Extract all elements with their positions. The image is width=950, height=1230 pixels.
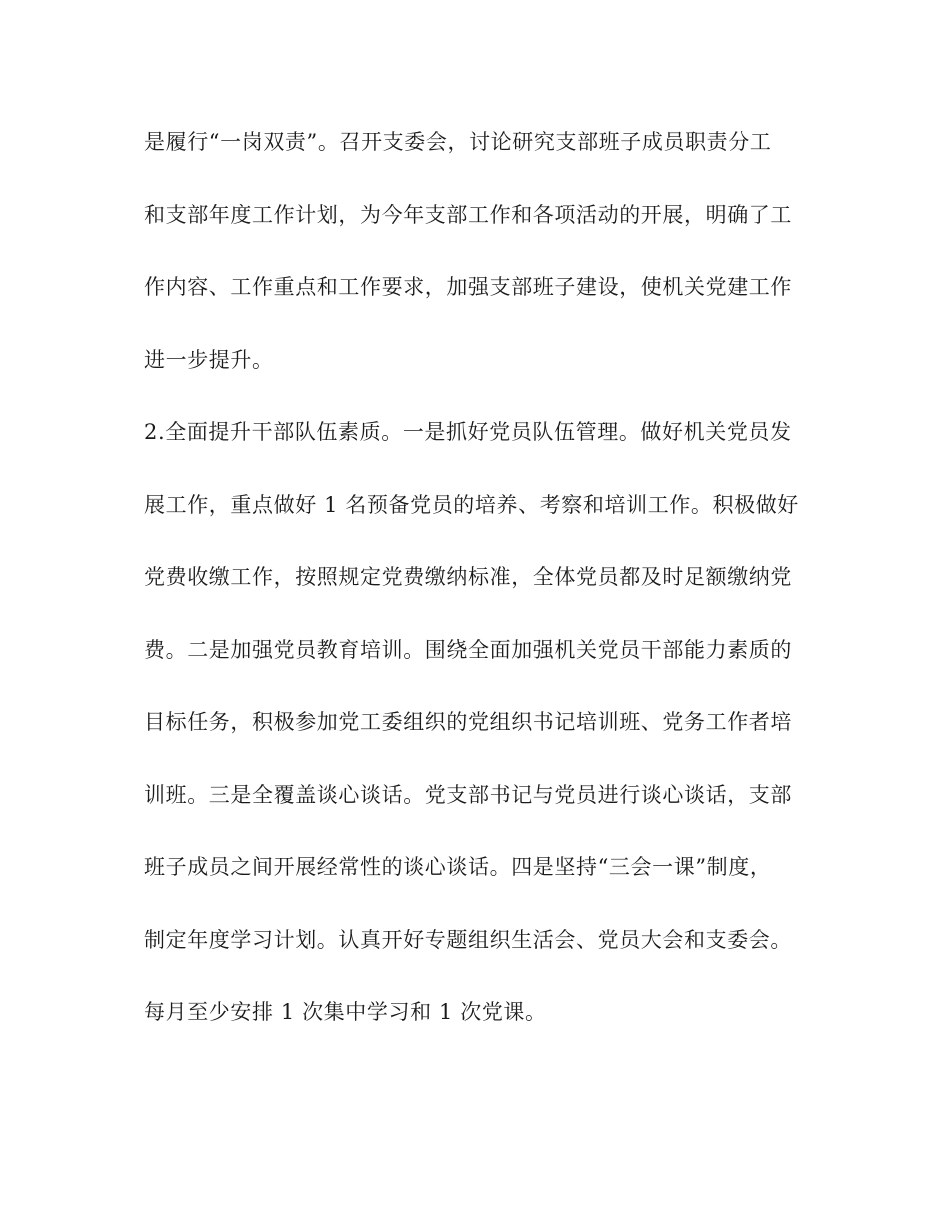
text-line: 是履行“一岗双责”。召开支委会，讨论研究支部班子成员职责分工 bbox=[144, 130, 772, 154]
text-line: 进一步提升。 bbox=[144, 347, 274, 372]
text-line: 党费收缴工作，按照规定党费缴纳标准，全体党员都及时足额缴纳党 bbox=[144, 565, 792, 589]
text-line: 制定年度学习计划。认真开好专题组织生活会、党员大会和支委会。 bbox=[144, 927, 792, 952]
text-line: 训班。三是全覆盖谈心谈话。党支部书记与党员进行谈心谈话，支部 bbox=[144, 782, 792, 807]
text-line: 班子成员之间开展经常性的谈心谈话。四是坚持“三会一课”制度， bbox=[144, 855, 772, 879]
text-line: 费。二是加强党员教育培训。围绕全面加强机关党员干部能力素质的 bbox=[144, 637, 792, 662]
body-text bbox=[144, 122, 804, 1065]
text-line: 目标任务，积极参加党工委组织的党组织书记培训班、党务工作者培 bbox=[144, 710, 792, 734]
text-line: 和支部年度工作计划，为今年支部工作和各项活动的开展，明确了工 bbox=[144, 202, 792, 227]
text-line: 每月至少安排 1 次集中学习和 1 次党课。 bbox=[144, 1000, 547, 1024]
text-line: 2.全面提升干部队伍素质。一是抓好党员队伍管理。做好机关党员发 bbox=[144, 420, 792, 444]
text-line: 展工作，重点做好 1 名预备党员的培养、考察和培训工作。积极做好 bbox=[144, 492, 799, 517]
text-line: 作内容、工作重点和工作要求，加强支部班子建设，使机关党建工作 bbox=[144, 275, 792, 299]
